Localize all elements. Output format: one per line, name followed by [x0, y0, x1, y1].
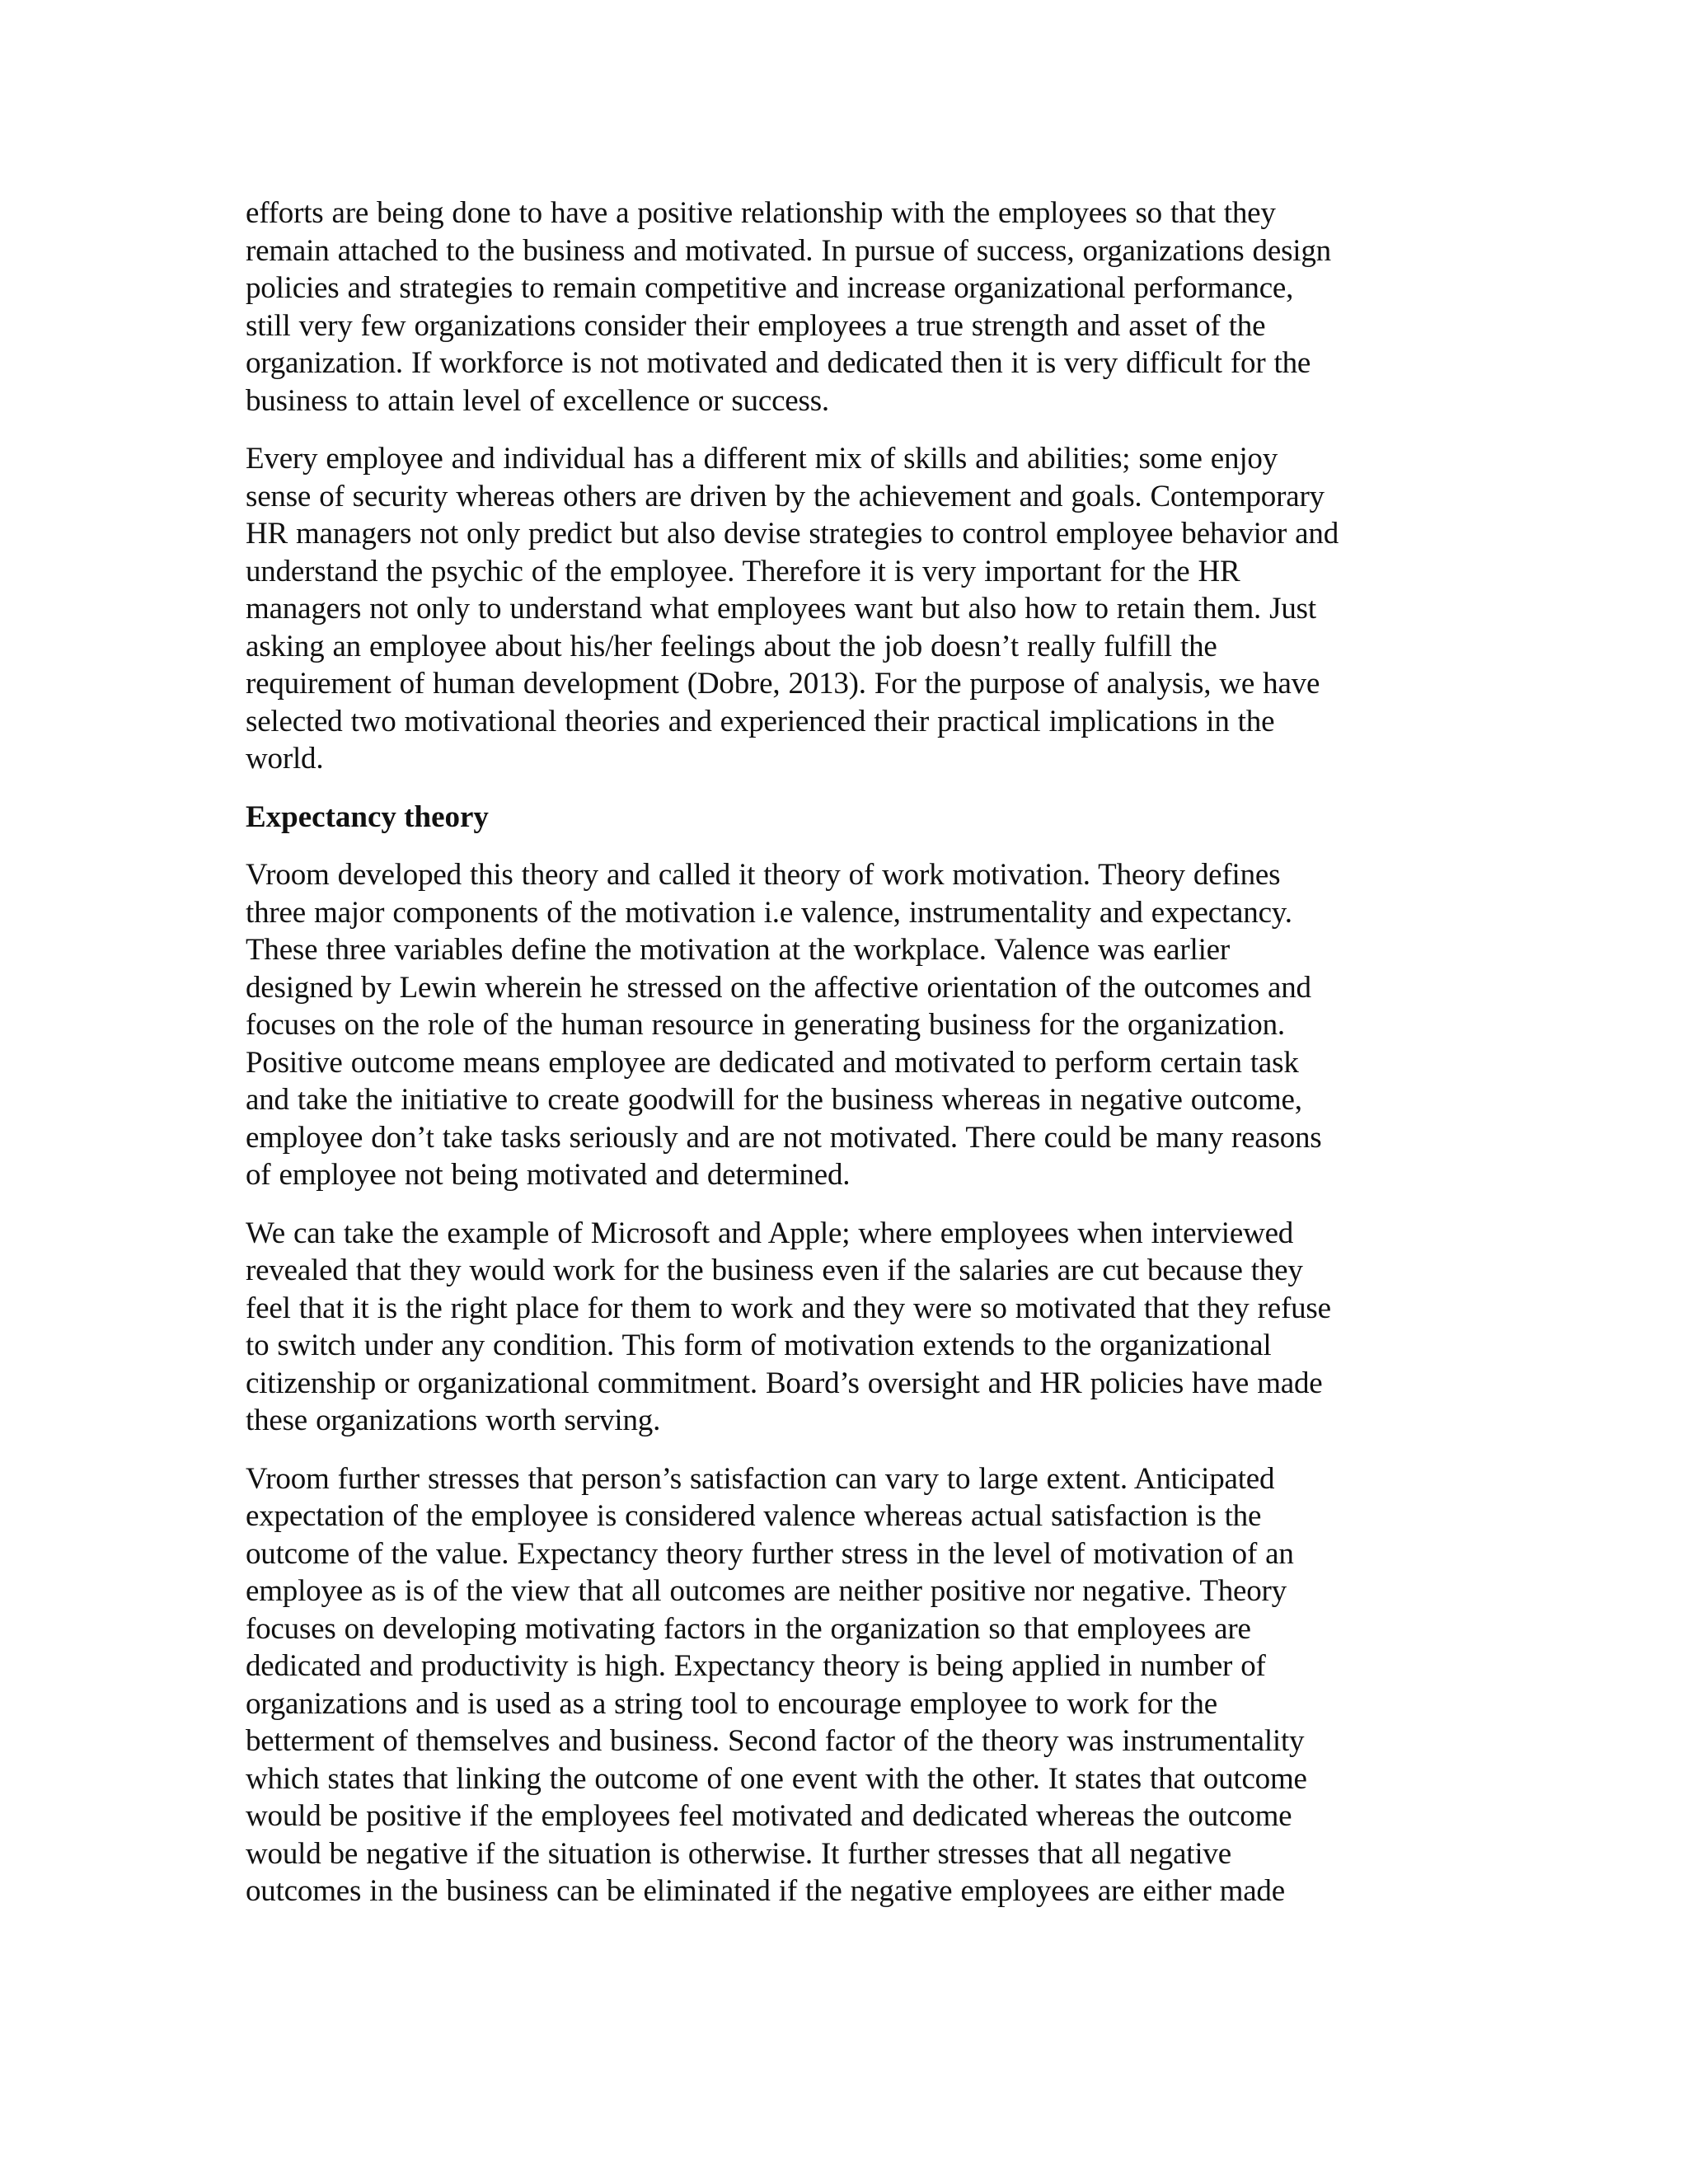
text-line: these organizations worth serving.	[246, 1404, 661, 1437]
text-line: focuses on developing motivating factors in the organization so that employees are	[246, 1611, 1251, 1646]
text-line: expectation of the employee is considered valence whereas actual satisfaction is the	[246, 1499, 1262, 1533]
text-line: to switch under any condition. This form of motivation extends to the organizational	[246, 1329, 1272, 1362]
text-line: which states that linking the outcome of one event with the other. It states that outcome	[246, 1761, 1307, 1796]
text-line: efforts are being done to have a positive relationship with the employees so that they	[246, 196, 1276, 230]
text-line: three major components of the motivation i.e valence, instrumentality and expectancy.	[246, 895, 1292, 930]
text-line: These three variables define the motivation at the workplace. Valence was earlier	[246, 933, 1231, 967]
text-line: Vroom developed this theory and called it theory of work motivation. Theory defines	[246, 858, 1281, 892]
text-line: Positive outcome means employee are dedicated and motivated to perform certain task	[246, 1045, 1299, 1080]
text-line: still very few organizations consider their employees a true strength and asset of the	[246, 308, 1266, 343]
text-line: sense of security whereas others are driven by the achievement and goals. Contemporary	[246, 479, 1325, 513]
body-paragraph	[246, 1215, 1445, 1440]
text-line: would be positive if the employees feel motivated and dedicated whereas the outcome	[246, 1799, 1292, 1833]
text-line: citizenship or organizational commitment. Board’s oversight and HR policies have made	[246, 1366, 1323, 1400]
text-line: managers not only to understand what employees want but also how to retain them. Just	[246, 592, 1316, 626]
body-paragraph	[246, 440, 1445, 778]
document-body	[246, 194, 1445, 1931]
text-line: and take the initiative to create goodwill for the business whereas in negative outcome,	[246, 1083, 1302, 1117]
text-line: business to attain level of excellence or success.	[246, 383, 829, 418]
body-paragraph	[246, 194, 1445, 419]
text-line: Vroom further stresses that person’s satisfaction can vary to large extent. Anticipated	[246, 1461, 1275, 1496]
text-line: outcome of the value. Expectancy theory further stress in the level of motivation of an	[246, 1536, 1294, 1571]
text-line: We can take the example of Microsoft and Apple; where employees when interviewed	[246, 1216, 1294, 1250]
text-line: requirement of human development (Dobre, 2013). For the purpose of analysis, we have	[246, 667, 1320, 701]
text-line: employee as is of the view that all outcomes are neither positive nor negative. Theory	[246, 1574, 1287, 1608]
text-line: HR managers not only predict but also devise strategies to control employee behavior and	[246, 517, 1339, 551]
section-heading: Expectancy theory	[246, 799, 489, 834]
text-line: betterment of themselves and business. Second factor of the theory was instrumentality	[246, 1724, 1305, 1758]
text-line: remain attached to the business and motivated. In pursue of success, organizations design	[246, 233, 1331, 268]
text-line: dedicated and productivity is high. Expectancy theory is being applied in number of	[246, 1649, 1266, 1683]
text-line: revealed that they would work for the business even if the salaries are cut because they	[246, 1254, 1303, 1287]
body-paragraph	[246, 1460, 1445, 1910]
text-line: of employee not being motivated and determined.	[246, 1158, 851, 1192]
text-line: employee don’t take tasks seriously and are not motivated. There could be many reasons	[246, 1120, 1322, 1155]
text-line: organization. If workforce is not motivated and dedicated then it is very difficult for the	[246, 346, 1311, 380]
text-line: selected two motivational theories and experienced their practical implications in the	[246, 704, 1275, 738]
text-line: asking an employee about his/her feelings about the job doesn’t really fulfill the	[246, 629, 1217, 663]
text-line: world.	[246, 742, 324, 776]
text-line: understand the psychic of the employee. Therefore it is very important for the HR	[246, 554, 1240, 588]
text-line: Every employee and individual has a different mix of skills and abilities; some enjoy	[246, 442, 1278, 476]
text-line: outcomes in the business can be eliminated if the negative employees are either made	[246, 1874, 1285, 1908]
text-line: organizations and is used as a string tool to encourage employee to work for the	[246, 1686, 1217, 1721]
text-line: policies and strategies to remain competitive and increase organizational performance,	[246, 271, 1294, 305]
text-line: focuses on the role of the human resource in generating business for the organization.	[246, 1008, 1285, 1042]
text-line: would be negative if the situation is otherwise. It further stresses that all negative	[246, 1836, 1231, 1871]
body-paragraph	[246, 856, 1445, 1194]
text-line: feel that it is the right place for them to work and they were so motivated that they refuse	[246, 1291, 1331, 1325]
text-line: designed by Lewin wherein he stressed on the affective orientation of the outcomes and	[246, 970, 1311, 1005]
